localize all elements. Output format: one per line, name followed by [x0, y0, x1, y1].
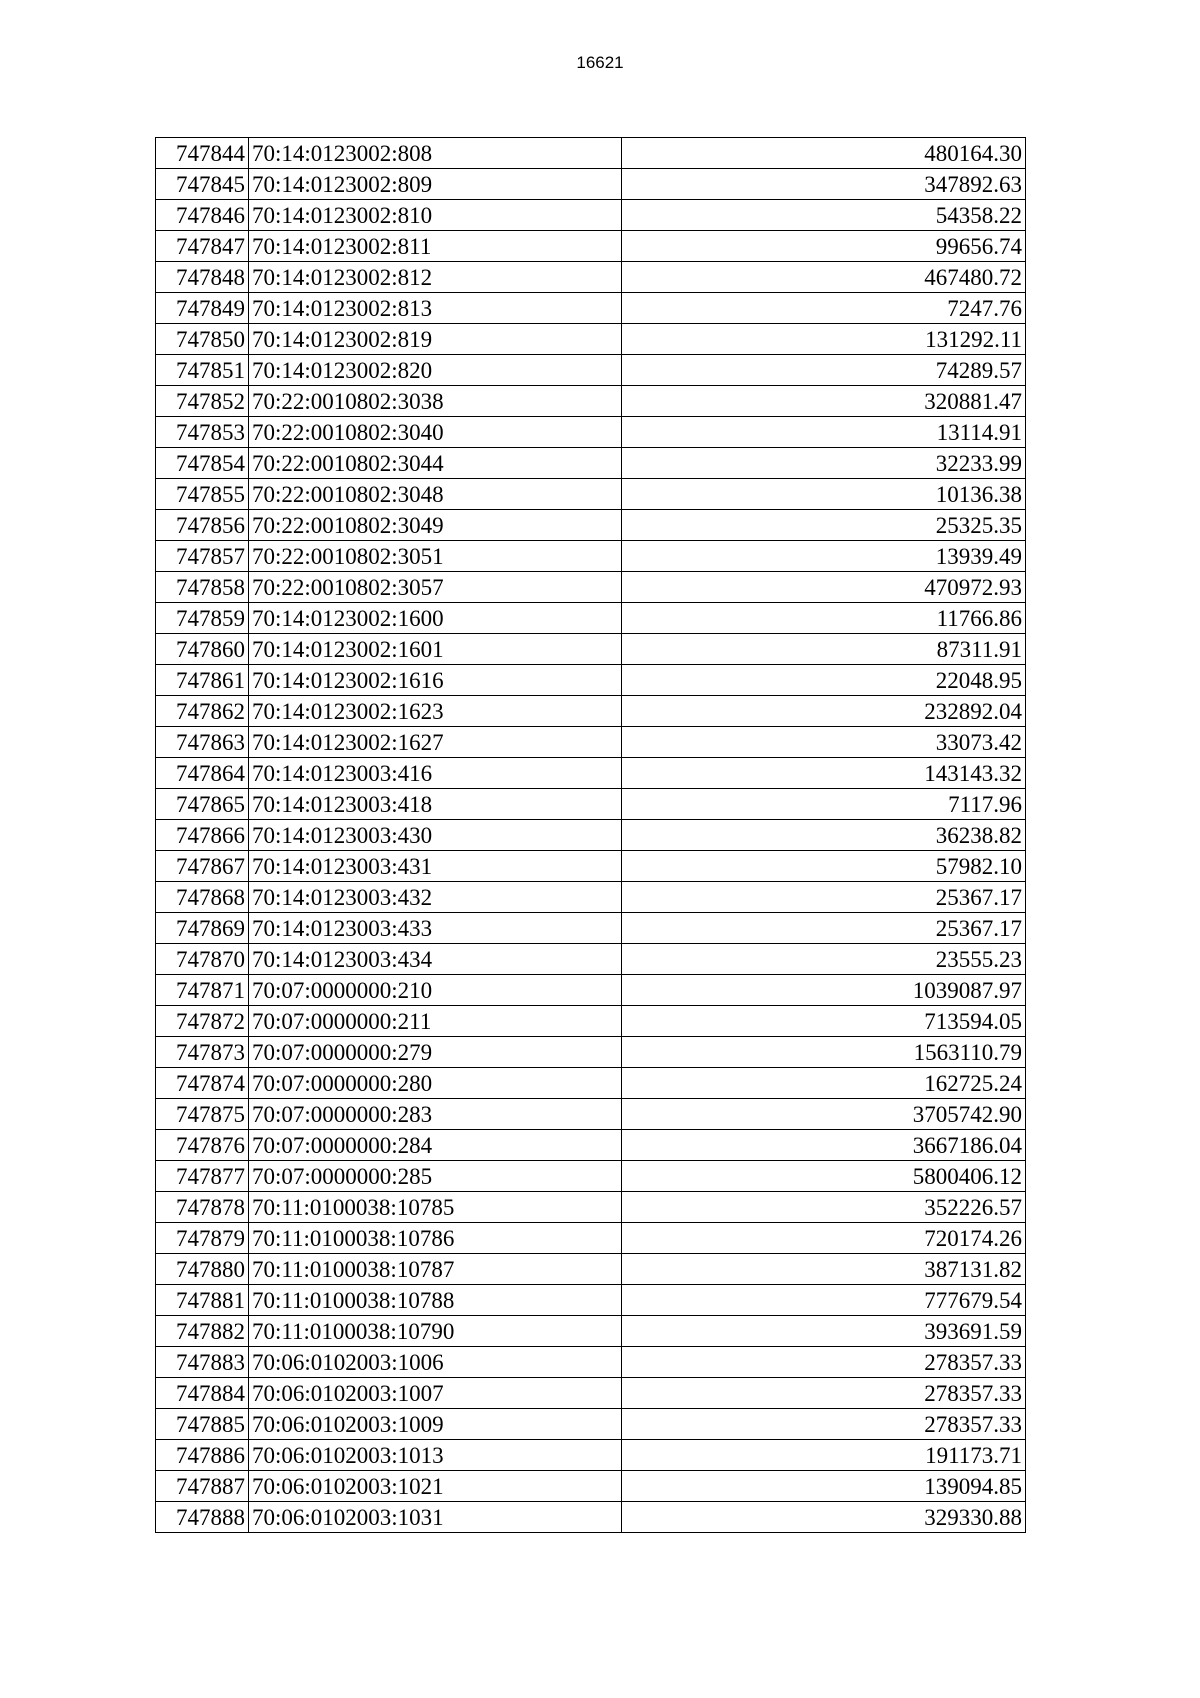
table-row — [156, 417, 1026, 448]
cadastral-number-cell: 70:14:0123002:1601 — [249, 634, 622, 665]
row-number-cell: 747879 — [156, 1223, 249, 1254]
table-row — [156, 1192, 1026, 1223]
cadastral-number-cell: 70:14:0123002:820 — [249, 355, 622, 386]
cadastral-value-cell: 232892.04 — [622, 696, 1026, 727]
cadastral-number-cell: 70:14:0123002:1600 — [249, 603, 622, 634]
table-row — [156, 882, 1026, 913]
cadastral-value-cell: 470972.93 — [622, 572, 1026, 603]
table-row — [156, 1285, 1026, 1316]
table-row — [156, 479, 1026, 510]
cadastral-number-cell: 70:11:0100038:10786 — [249, 1223, 622, 1254]
cadastral-number-cell: 70:06:0102003:1013 — [249, 1440, 622, 1471]
row-number-cell: 747871 — [156, 975, 249, 1006]
cadastral-number-cell: 70:07:0000000:283 — [249, 1099, 622, 1130]
table-row — [156, 1440, 1026, 1471]
cadastral-number-cell: 70:22:0010802:3038 — [249, 386, 622, 417]
cadastral-value-cell: 74289.57 — [622, 355, 1026, 386]
cadastral-value-cell: 32233.99 — [622, 448, 1026, 479]
cadastral-number-cell: 70:14:0123002:1627 — [249, 727, 622, 758]
table-row — [156, 1130, 1026, 1161]
row-number-cell: 747848 — [156, 262, 249, 293]
row-number-cell: 747856 — [156, 510, 249, 541]
cadastral-number-cell: 70:14:0123002:819 — [249, 324, 622, 355]
row-number-cell: 747846 — [156, 200, 249, 231]
row-number-cell: 747860 — [156, 634, 249, 665]
row-number-cell: 747857 — [156, 541, 249, 572]
cadastral-number-cell: 70:07:0000000:284 — [249, 1130, 622, 1161]
row-number-cell: 747878 — [156, 1192, 249, 1223]
cadastral-value-table — [155, 137, 1026, 1533]
table-row — [156, 1347, 1026, 1378]
table-row — [156, 1316, 1026, 1347]
table-row — [156, 510, 1026, 541]
row-number-cell: 747869 — [156, 913, 249, 944]
table-row — [156, 138, 1026, 169]
cadastral-value-cell: 36238.82 — [622, 820, 1026, 851]
row-number-cell: 747873 — [156, 1037, 249, 1068]
cadastral-number-cell: 70:11:0100038:10788 — [249, 1285, 622, 1316]
cadastral-value-cell: 54358.22 — [622, 200, 1026, 231]
cadastral-value-cell: 191173.71 — [622, 1440, 1026, 1471]
cadastral-number-cell: 70:07:0000000:285 — [249, 1161, 622, 1192]
row-number-cell: 747888 — [156, 1502, 249, 1533]
cadastral-value-cell: 329330.88 — [622, 1502, 1026, 1533]
row-number-cell: 747870 — [156, 944, 249, 975]
row-number-cell: 747872 — [156, 1006, 249, 1037]
cadastral-value-cell: 278357.33 — [622, 1409, 1026, 1440]
cadastral-number-cell: 70:06:0102003:1006 — [249, 1347, 622, 1378]
cadastral-value-cell: 10136.38 — [622, 479, 1026, 510]
cadastral-number-cell: 70:14:0123002:1623 — [249, 696, 622, 727]
row-number-cell: 747866 — [156, 820, 249, 851]
row-number-cell: 747859 — [156, 603, 249, 634]
cadastral-value-cell: 99656.74 — [622, 231, 1026, 262]
cadastral-number-cell: 70:22:0010802:3044 — [249, 448, 622, 479]
cadastral-number-cell: 70:07:0000000:279 — [249, 1037, 622, 1068]
cadastral-number-cell: 70:06:0102003:1021 — [249, 1471, 622, 1502]
cadastral-number-cell: 70:07:0000000:210 — [249, 975, 622, 1006]
cadastral-value-cell: 480164.30 — [622, 138, 1026, 169]
row-number-cell: 747852 — [156, 386, 249, 417]
cadastral-value-cell: 22048.95 — [622, 665, 1026, 696]
cadastral-number-cell: 70:22:0010802:3051 — [249, 541, 622, 572]
cadastral-value-cell: 278357.33 — [622, 1347, 1026, 1378]
row-number-cell: 747882 — [156, 1316, 249, 1347]
cadastral-value-cell: 320881.47 — [622, 386, 1026, 417]
cadastral-number-cell: 70:14:0123002:810 — [249, 200, 622, 231]
cadastral-value-cell: 3667186.04 — [622, 1130, 1026, 1161]
row-number-cell: 747865 — [156, 789, 249, 820]
cadastral-value-cell: 57982.10 — [622, 851, 1026, 882]
cadastral-value-cell: 13114.91 — [622, 417, 1026, 448]
cadastral-value-cell: 139094.85 — [622, 1471, 1026, 1502]
row-number-cell: 747861 — [156, 665, 249, 696]
cadastral-number-cell: 70:22:0010802:3049 — [249, 510, 622, 541]
cadastral-value-cell: 87311.91 — [622, 634, 1026, 665]
table-row — [156, 1223, 1026, 1254]
row-number-cell: 747845 — [156, 169, 249, 200]
table-row — [156, 913, 1026, 944]
table-row — [156, 448, 1026, 479]
table-row — [156, 603, 1026, 634]
cadastral-number-cell: 70:14:0123002:811 — [249, 231, 622, 262]
cadastral-number-cell: 70:07:0000000:280 — [249, 1068, 622, 1099]
cadastral-value-cell: 393691.59 — [622, 1316, 1026, 1347]
table-row — [156, 851, 1026, 882]
table-row — [156, 1471, 1026, 1502]
cadastral-value-cell: 467480.72 — [622, 262, 1026, 293]
cadastral-number-cell: 70:22:0010802:3048 — [249, 479, 622, 510]
table-row — [156, 1099, 1026, 1130]
row-number-cell: 747876 — [156, 1130, 249, 1161]
row-number-cell: 747863 — [156, 727, 249, 758]
table-row — [156, 696, 1026, 727]
cadastral-value-cell: 347892.63 — [622, 169, 1026, 200]
table-row — [156, 1068, 1026, 1099]
cadastral-number-cell: 70:11:0100038:10785 — [249, 1192, 622, 1223]
cadastral-value-cell: 777679.54 — [622, 1285, 1026, 1316]
cadastral-number-cell: 70:14:0123003:416 — [249, 758, 622, 789]
cadastral-value-cell: 5800406.12 — [622, 1161, 1026, 1192]
row-number-cell: 747885 — [156, 1409, 249, 1440]
cadastral-number-cell: 70:14:0123003:431 — [249, 851, 622, 882]
cadastral-value-cell: 720174.26 — [622, 1223, 1026, 1254]
row-number-cell: 747874 — [156, 1068, 249, 1099]
row-number-cell: 747867 — [156, 851, 249, 882]
table-row — [156, 1254, 1026, 1285]
row-number-cell: 747850 — [156, 324, 249, 355]
row-number-cell: 747881 — [156, 1285, 249, 1316]
table-row — [156, 200, 1026, 231]
row-number-cell: 747864 — [156, 758, 249, 789]
table-row — [156, 293, 1026, 324]
table-row — [156, 758, 1026, 789]
table-row — [156, 1037, 1026, 1068]
cadastral-value-cell: 3705742.90 — [622, 1099, 1026, 1130]
cadastral-value-cell: 25367.17 — [622, 913, 1026, 944]
table-row — [156, 231, 1026, 262]
cadastral-value-cell: 33073.42 — [622, 727, 1026, 758]
table-row — [156, 355, 1026, 386]
cadastral-value-cell: 25325.35 — [622, 510, 1026, 541]
table-row — [156, 1378, 1026, 1409]
cadastral-value-cell: 7117.96 — [622, 789, 1026, 820]
row-number-cell: 747847 — [156, 231, 249, 262]
cadastral-number-cell: 70:22:0010802:3057 — [249, 572, 622, 603]
cadastral-number-cell: 70:14:0123002:809 — [249, 169, 622, 200]
cadastral-number-cell: 70:11:0100038:10790 — [249, 1316, 622, 1347]
table-row — [156, 727, 1026, 758]
row-number-cell: 747868 — [156, 882, 249, 913]
row-number-cell: 747883 — [156, 1347, 249, 1378]
cadastral-value-cell: 25367.17 — [622, 882, 1026, 913]
cadastral-number-cell: 70:14:0123003:434 — [249, 944, 622, 975]
cadastral-number-cell: 70:06:0102003:1009 — [249, 1409, 622, 1440]
row-number-cell: 747880 — [156, 1254, 249, 1285]
cadastral-value-cell: 713594.05 — [622, 1006, 1026, 1037]
row-number-cell: 747862 — [156, 696, 249, 727]
table-row — [156, 789, 1026, 820]
cadastral-value-cell: 387131.82 — [622, 1254, 1026, 1285]
table-row — [156, 169, 1026, 200]
row-number-cell: 747875 — [156, 1099, 249, 1130]
cadastral-value-cell: 13939.49 — [622, 541, 1026, 572]
row-number-cell: 747884 — [156, 1378, 249, 1409]
row-number-cell: 747853 — [156, 417, 249, 448]
cadastral-value-cell: 278357.33 — [622, 1378, 1026, 1409]
table-row — [156, 944, 1026, 975]
table-row — [156, 324, 1026, 355]
row-number-cell: 747851 — [156, 355, 249, 386]
cadastral-number-cell: 70:11:0100038:10787 — [249, 1254, 622, 1285]
row-number-cell: 747854 — [156, 448, 249, 479]
row-number-cell: 747849 — [156, 293, 249, 324]
table-row — [156, 1502, 1026, 1533]
cadastral-number-cell: 70:14:0123003:430 — [249, 820, 622, 851]
cadastral-number-cell: 70:14:0123002:808 — [249, 138, 622, 169]
cadastral-value-cell: 1039087.97 — [622, 975, 1026, 1006]
table-body — [156, 138, 1026, 1533]
table-row — [156, 975, 1026, 1006]
table-row — [156, 262, 1026, 293]
table-row — [156, 820, 1026, 851]
row-number-cell: 747855 — [156, 479, 249, 510]
row-number-cell: 747858 — [156, 572, 249, 603]
row-number-cell: 747877 — [156, 1161, 249, 1192]
cadastral-value-cell: 7247.76 — [622, 293, 1026, 324]
cadastral-number-cell: 70:14:0123002:812 — [249, 262, 622, 293]
cadastral-value-cell: 131292.11 — [622, 324, 1026, 355]
cadastral-number-cell: 70:14:0123002:1616 — [249, 665, 622, 696]
cadastral-value-cell: 352226.57 — [622, 1192, 1026, 1223]
table-row — [156, 386, 1026, 417]
table-row — [156, 572, 1026, 603]
cadastral-value-cell: 1563110.79 — [622, 1037, 1026, 1068]
cadastral-value-cell: 23555.23 — [622, 944, 1026, 975]
cadastral-value-cell: 143143.32 — [622, 758, 1026, 789]
cadastral-value-cell: 162725.24 — [622, 1068, 1026, 1099]
table-row — [156, 1161, 1026, 1192]
table-row — [156, 665, 1026, 696]
table-row — [156, 541, 1026, 572]
cadastral-number-cell: 70:14:0123003:418 — [249, 789, 622, 820]
cadastral-number-cell: 70:14:0123003:433 — [249, 913, 622, 944]
cadastral-value-cell: 11766.86 — [622, 603, 1026, 634]
cadastral-number-cell: 70:07:0000000:211 — [249, 1006, 622, 1037]
table-row — [156, 1409, 1026, 1440]
table-row — [156, 1006, 1026, 1037]
cadastral-number-cell: 70:06:0102003:1031 — [249, 1502, 622, 1533]
cadastral-number-cell: 70:14:0123002:813 — [249, 293, 622, 324]
row-number-cell: 747844 — [156, 138, 249, 169]
cadastral-number-cell: 70:22:0010802:3040 — [249, 417, 622, 448]
row-number-cell: 747887 — [156, 1471, 249, 1502]
cadastral-number-cell: 70:14:0123003:432 — [249, 882, 622, 913]
row-number-cell: 747886 — [156, 1440, 249, 1471]
cadastral-number-cell: 70:06:0102003:1007 — [249, 1378, 622, 1409]
table-row — [156, 634, 1026, 665]
page-number: 16621 — [576, 53, 624, 72]
